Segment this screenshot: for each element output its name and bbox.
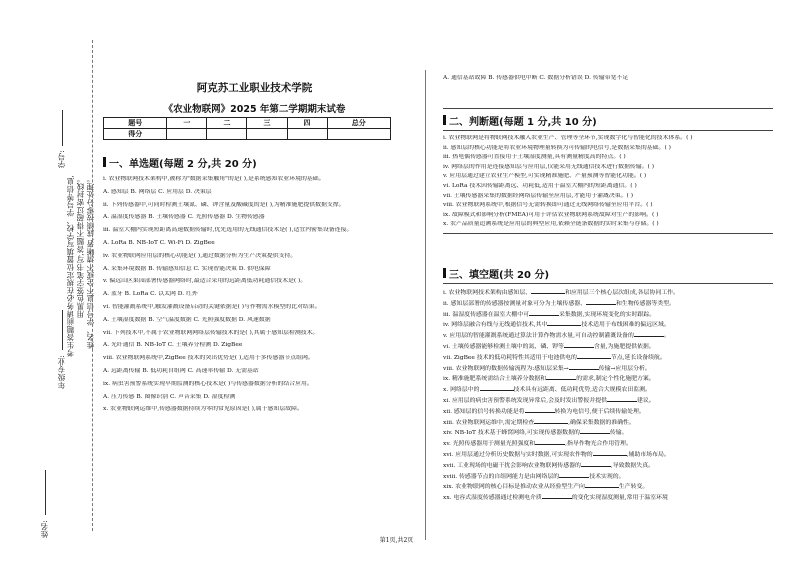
section-separator xyxy=(443,233,773,234)
section1-title: 一、单选题(每题 2 分,共 20 分) xyxy=(103,155,406,170)
answer-blank[interactable] xyxy=(531,288,565,294)
section3-title: 三、填空题(共 20 分) xyxy=(443,266,773,281)
question-stem: ii. 下列传感器中,可同时检测土壤氮、磷、钾含量及酸碱度的是( ),为精准施肥提供数据支撑。 xyxy=(103,201,345,208)
fill-blank-text-after: 生产转变。 xyxy=(618,484,649,491)
score-input-cell[interactable] xyxy=(167,129,207,140)
binding-margin xyxy=(0,0,95,561)
answer-parentheses[interactable]: ( ) xyxy=(626,192,634,199)
answer-blank[interactable] xyxy=(607,396,637,402)
true-false-text: ix. 故障模式和影响分析(FMEA)可用于评估农业物联网系统故障对生产的影响。 xyxy=(443,211,652,218)
true-false-item xyxy=(443,154,773,161)
fill-blank-text-after: 传输→应用层分析。 xyxy=(598,365,651,372)
answer-blank[interactable] xyxy=(580,428,610,434)
score-input-cell[interactable] xyxy=(287,129,327,140)
fill-blank-item xyxy=(443,288,773,297)
fill-blank-text-before: x. 网络层中的 xyxy=(443,387,480,394)
score-input-cell[interactable] xyxy=(207,129,247,140)
fill-blank-item xyxy=(443,396,773,405)
fill-blank-text-before: xii. 感知层的信号转换功能是将 xyxy=(443,408,525,415)
question-stem: v. 偏远山区果园部署传感器网络时,最适合采用的远距离低功耗通信技术是( )。 xyxy=(103,278,307,285)
answer-blank[interactable] xyxy=(581,461,611,467)
true-false-item xyxy=(443,173,773,180)
fill-blank-text-before: iv. 网络层融合有线与无线通信技术,其中 xyxy=(443,322,548,329)
question-stem: x. 农业物联网运维中,传感器数据持续为零的常见原因是( ),属于感知层故障。 xyxy=(103,406,303,413)
true-false-text: iii. 热电偶传感器可直接用于土壤湿度测量,具有测量精度高的特点。 xyxy=(443,154,620,161)
fill-blank-item xyxy=(443,461,773,470)
section2-underline xyxy=(443,130,773,131)
answer-parentheses[interactable]: ( ) xyxy=(646,202,653,209)
fill-blank-item xyxy=(443,310,773,319)
fill-blank-text-after: 的需求,制定个性化施肥方案。 xyxy=(576,376,655,383)
fill-blank-text-before: vii. ZigBee 技术的低功耗特性其适用于电池供电的 xyxy=(443,354,577,361)
true-false-text: v. 应用层通过建立农业生产模型,可实现精准施肥、产量预测等智能化功能。 xyxy=(443,173,640,180)
answer-blank[interactable] xyxy=(480,385,514,391)
fill-blank-item xyxy=(443,439,773,448)
true-false-text: vii. 土壤传感器采集的数据经网络层传输至应用层,才能用于灌溉决策。 xyxy=(443,192,627,199)
answer-parentheses[interactable]: ( ) xyxy=(664,144,671,151)
fill-blank-text-before: vi. 土壤传感器能够检测土壤中的氮、磷、钾等 xyxy=(443,343,564,350)
score-cell: 题号 xyxy=(104,118,167,129)
question-options: A. 光纤通信 B. NB-IoT C. 土壤养分检测 D. ZigBee xyxy=(103,342,243,349)
answer-blank[interactable] xyxy=(547,320,581,326)
fill-blank-text-after: 节点,延长设备续航。 xyxy=(610,354,666,361)
score-row-label: 得分 xyxy=(104,129,167,140)
fill-blank-text-before: xi. 应用层的病虫害预警系统发现异常后,会及时发出警报并提供 xyxy=(443,397,607,404)
question-stem: vii. 下列技术中,不属于农业物联网网络层传输技术的是( ),其属于感知层检测技术。 xyxy=(103,329,319,336)
question-stem: iv. 农业物联网应用层的核心功能是( ),通过数据分析为生产决策提供支持。 xyxy=(103,252,297,259)
true-false-text: viii. 农业物联网系统中,根据信号无需转换即可通过无线网络传输至应用平台。 xyxy=(443,202,647,209)
answer-blank[interactable] xyxy=(593,450,627,456)
fill-blank-item xyxy=(443,353,773,362)
question-options: A. 土壤湿度数据 B. 空气温度数据 C. 光照强度数据 D. 风速数据 xyxy=(103,316,271,323)
section-separator xyxy=(443,108,773,109)
fill-blank-text-before: i. 农业物联网技术架构由感知层、 xyxy=(443,290,532,296)
answer-blank[interactable] xyxy=(569,364,599,370)
section1-single-choice xyxy=(103,155,406,419)
fill-blank-text-after: 技术具有远距离、低功耗优势,适合大规模农田监测。 xyxy=(513,387,651,394)
score-input-cell[interactable] xyxy=(247,129,287,140)
fill-blank-text-after: ,指导作物光合作用管理。 xyxy=(565,441,632,448)
question-options: A. 感知层 B. 网络层 C. 应用层 D. 决策层 xyxy=(103,188,212,195)
answer-parentheses[interactable]: ( ) xyxy=(647,163,655,170)
fill-blank-text-after: 传输。 xyxy=(609,430,628,437)
answer-parentheses[interactable]: ( ) xyxy=(651,211,659,218)
true-false-text: iv. 网络层的作用是连接感知层与应用层,仅能采用无线通信技术进行数据传输。 xyxy=(443,163,648,170)
true-false-text: ii. 感知层的核心功能是将农业环境物理量转换为可传输的电信号,是数据采集的基础。 xyxy=(443,144,665,151)
fill-blank-item xyxy=(443,493,773,502)
fill-blank-text-after: 技术实现的。 xyxy=(589,473,625,480)
fill-blank-item xyxy=(443,299,773,308)
score-table-header-row xyxy=(104,118,391,129)
fill-blank-text-after: 。 xyxy=(663,333,670,340)
fill-blank-text-before: xix. 农业物联网的核心目标是推动农业从经验型生产向 xyxy=(443,484,585,491)
fill-blank-text-before: xvi. 应用层通过分析历史数据与实时数据,可实现农作物的 xyxy=(443,451,593,458)
answer-blank[interactable] xyxy=(535,439,565,445)
fill-blank-text-before: xiv. NB-IoT 技术基于蜂窝网络,可实现传感器数据的 xyxy=(443,430,580,437)
answer-blank[interactable] xyxy=(577,353,611,359)
fill-blank-text-after: 技术适用于布线困难的偏远区域。 xyxy=(581,322,670,329)
fill-blank-item xyxy=(443,472,773,481)
answer-blank[interactable] xyxy=(529,310,559,316)
true-false-item xyxy=(443,145,773,152)
score-cell: 四 xyxy=(287,118,327,129)
fill-blank-text-before: xv. 光照传感器用于测量光照强度和 xyxy=(443,441,536,448)
page-number: 第1页,共2页 xyxy=(379,537,414,544)
column-divider xyxy=(425,70,426,540)
fill-blank-item xyxy=(443,374,773,383)
true-false-item xyxy=(443,135,773,142)
section3-underline xyxy=(443,283,773,284)
fill-blank-text-after: ,辅助市场布局。 xyxy=(626,451,670,458)
true-false-text: vi. LoRa 技术因传输距离远、功耗低,适用于温室大棚内的短距离通信。 xyxy=(443,182,631,189)
fill-blank-text-after: 的变化实现湿度测量,常用于温室环境 xyxy=(571,495,668,502)
fill-blank-text-before: v. 应用层的智能灌溉系统通过算法计算作物需水量,可自动控制灌溉设备的 xyxy=(443,333,634,340)
notice-line1: 考生答题前请务必在规定位置填写学校、学号等信息, xyxy=(66,175,75,358)
fill-blank-text-after: ,确保采集数据的准确性。 xyxy=(568,419,635,426)
class-line xyxy=(62,310,63,350)
answer-parentheses[interactable]: ( ) xyxy=(630,182,637,189)
score-input-cell[interactable] xyxy=(327,129,390,140)
answer-blank[interactable] xyxy=(634,331,664,337)
fill-blank-text-after: 采集数据,实现环境变化的实时跟踪。 xyxy=(558,311,656,318)
score-cell: 一 xyxy=(167,118,207,129)
fill-blank-item xyxy=(443,364,773,373)
fill-blank-text-after: ,导致数据失真。 xyxy=(610,462,654,469)
fill-blank-item xyxy=(443,331,773,340)
fill-blank-text-before: ix. 精准施肥系统需结合土壤养分数据和 xyxy=(443,376,547,383)
answer-parentheses[interactable]: ( ) xyxy=(619,154,626,161)
score-cell: 三 xyxy=(247,118,287,129)
answer-parentheses[interactable]: ( ) xyxy=(652,221,659,228)
section2-true-false xyxy=(443,113,773,234)
fill-blank-item xyxy=(443,320,773,329)
true-false-item xyxy=(443,221,773,228)
answer-blank[interactable] xyxy=(542,493,572,499)
question-options: A. 温湿度传感器 B. 土壤传感器 C. 光照传感器 D. 生物传感器 xyxy=(103,214,265,221)
fill-blank-item xyxy=(443,428,773,437)
fill-blank-item xyxy=(443,450,773,459)
fill-blank-text-before: ii. 感知层部署的传感器按测量对象可分为土壤传感器、 xyxy=(443,300,586,307)
score-table-score-row xyxy=(104,129,391,140)
true-false-item xyxy=(443,202,773,209)
question-stem: ix. 病虫害预警系统实现早期监测的核心技术是( )与传感器数据分析的结合应用。 xyxy=(103,380,313,387)
question-options: A. 蓝牙 B. LoRa C. 以太网 D. 红外 xyxy=(103,291,198,298)
fill-blank-item xyxy=(443,407,773,416)
fill-blank-text-before: xiii. 农业物联网运维中,需定期检查 xyxy=(443,419,535,426)
true-false-item xyxy=(443,164,773,171)
question-stem: viii. 农业物联网系统中,ZigBee 技术的突出优势是( ),适用于多传感器节点组网。 xyxy=(103,355,314,362)
answer-blank[interactable] xyxy=(525,407,555,413)
student-id-label: 学号: xyxy=(57,150,66,169)
fill-blank-text-after: 建议。 xyxy=(636,397,655,404)
score-cell: 二 xyxy=(207,118,247,129)
exam-title: 《农业物联网》2025 年第二学期期末试卷 xyxy=(163,104,346,115)
question-options: A. LoRa B. NB-IoT C. Wi-Fi D. ZigBee xyxy=(103,239,215,246)
true-false-item xyxy=(443,183,773,190)
name-label: 姓名: xyxy=(40,520,49,539)
answer-blank[interactable] xyxy=(586,299,616,305)
fill-blank-text-before: xvii. 工业现场的电磁干扰会影响农业物联网传感器的 xyxy=(443,462,581,469)
answer-parentheses[interactable]: ( ) xyxy=(639,173,647,180)
notice-line3: 姓名、学号信息不全或不清晰者,成绩按零分处理。 xyxy=(86,175,95,350)
answer-blank[interactable] xyxy=(559,472,589,478)
question-options: A. 采集环境数据 B. 传输感知信息 C. 实现智能决策 D. 供电保障 xyxy=(103,265,271,272)
section3-fill-blank xyxy=(443,266,773,504)
student-id-line xyxy=(62,110,63,146)
fill-blank-item xyxy=(443,418,773,427)
question-options: A. 通信基站故障 B. 传感器供电中断 C. 数据分析错误 D. 传输带宽不足 xyxy=(443,75,629,81)
true-false-text: i. 农业物联网是将物联网技术融入农业生产、管理等全环节,实现数字化与智能化的技术体系。 xyxy=(443,135,687,141)
fill-blank-text-before: iii. 温湿度传感器在温室大棚中可 xyxy=(443,311,529,318)
fill-blank-item xyxy=(443,385,773,394)
true-false-item xyxy=(443,212,773,219)
question-stem: i. 农业物联网技术架构中,被称为"数据采集触角"的是( ),是系统感知农业环境的基础。 xyxy=(103,176,325,182)
answer-blank[interactable] xyxy=(585,482,619,488)
question-options: A. 压力传感 B. 图像识别 C. 声音采集 D. 湿度检测 xyxy=(103,393,236,400)
fill-blank-text-after: 和应用层三个核心层次组成,各层协同工作。 xyxy=(565,290,679,296)
answer-blank[interactable] xyxy=(546,374,576,380)
true-false-text: x. 农产品质量追溯系统是应用层的典型应用,依赖全链条数据的实时采集与存储。 xyxy=(443,221,653,228)
fill-blank-text-after: 含量,为施肥提供依据。 xyxy=(593,343,655,350)
seal-line xyxy=(92,40,93,531)
fill-blank-item xyxy=(443,342,773,351)
question-options: A. 远距离传输 B. 低功耗自组网 C. 高速率传输 D. 无需基站 xyxy=(103,367,259,374)
fill-blank-item xyxy=(443,482,773,491)
fill-blank-text-after: 转换为电信号,便于后续传输处理。 xyxy=(554,408,645,415)
question-stem: iii. 温室大棚内实现短距离高速数据传输时,优先选用的无线通信技术是( ),适宜内密集设备连接。 xyxy=(103,227,353,234)
score-cell: 总分 xyxy=(327,118,390,129)
name-line xyxy=(45,470,46,515)
fill-blank-text-after: 和生物传感器等类型。 xyxy=(616,300,675,307)
answer-blank[interactable] xyxy=(534,418,568,424)
question-stem: vi. 智能灌溉系统中,触发灌溉设备启动的关键依据是( )与作物需水模型的比对结果。 xyxy=(103,303,321,310)
section2-title: 二、判断题(每题 1 分,共 10 分) xyxy=(443,113,773,128)
fill-blank-text-before: xviii. 传感器节点的自组网能力是由网络层的 xyxy=(443,473,560,480)
school-name: 阿克苏工业职业技术学院 xyxy=(196,82,313,94)
fill-blank-text-before: xx. 电容式湿度传感器通过检测电介质 xyxy=(443,495,542,502)
fill-blank-text-before: viii. 农业物联网的数据传输流程为:感知层采集→ xyxy=(443,365,569,372)
score-table xyxy=(103,117,391,140)
answer-blank[interactable] xyxy=(564,342,594,348)
class-label: 年级专业: xyxy=(57,355,66,389)
true-false-item xyxy=(443,193,773,200)
question-x-options xyxy=(443,75,773,109)
notice-line2: 用黑色签字笔书写,答题不得超过密封线。 xyxy=(76,175,85,319)
answer-parentheses[interactable]: ( ) xyxy=(686,135,693,141)
